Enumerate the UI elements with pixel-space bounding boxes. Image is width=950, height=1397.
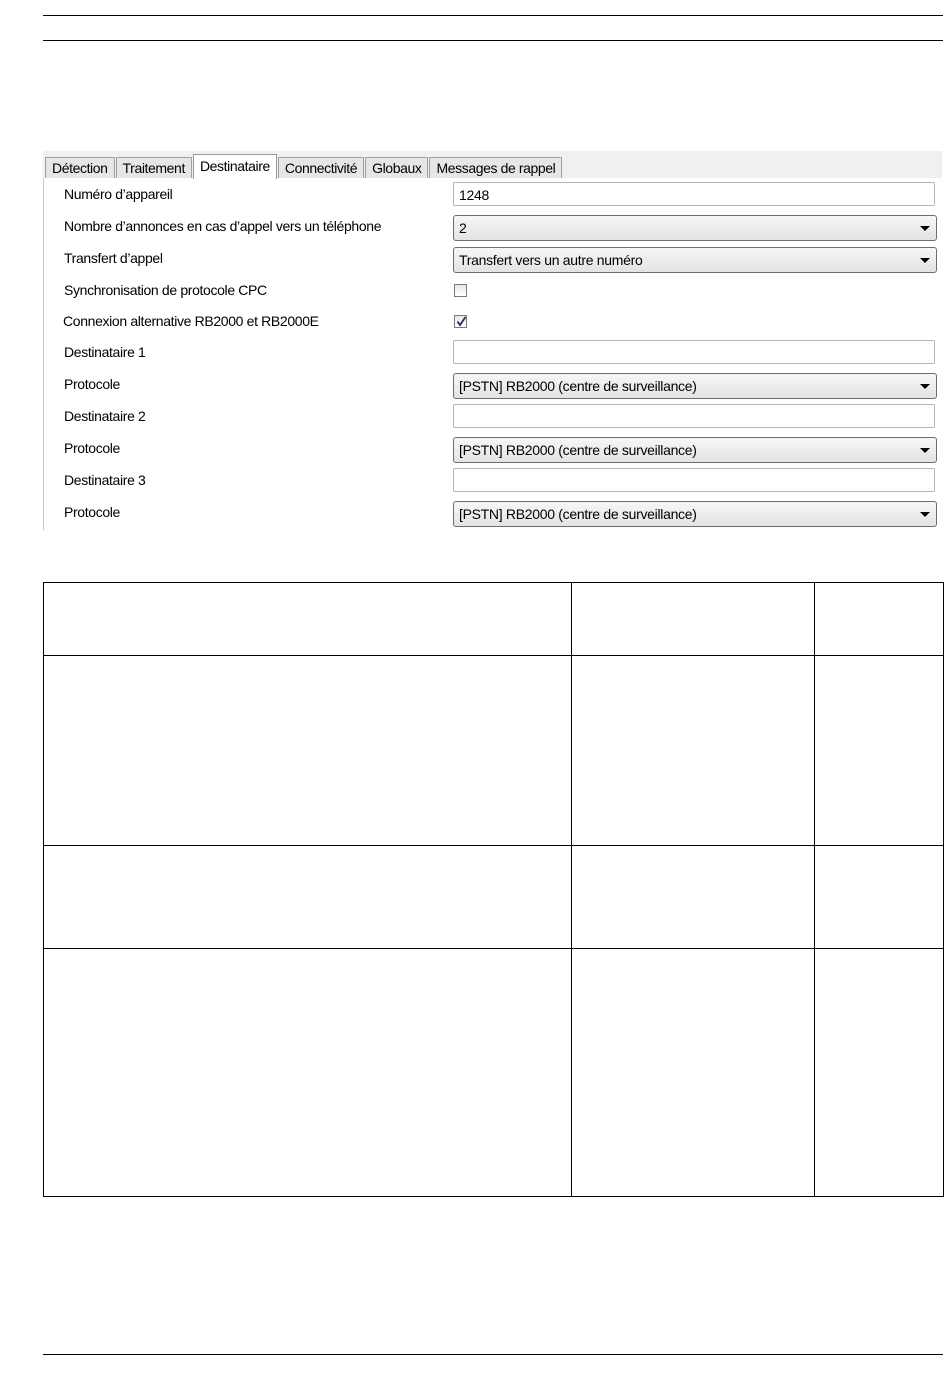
recipient-2-label: Destinataire 2 [64,408,146,424]
device-number-label: Numéro d’appareil [64,186,173,202]
tab-bar [43,151,942,178]
protocol-1-label: Protocole [64,376,120,392]
alt-connection-checkbox[interactable] [454,315,467,328]
tab-strip [45,155,563,178]
table-row-border [43,1196,944,1197]
device-number-input[interactable]: 1248 [453,182,935,206]
tab-detection[interactable]: Détection [45,157,115,178]
footer-rule [43,1354,943,1355]
table-row-border [43,582,944,583]
announcements-select[interactable] [453,215,937,241]
announcements-label: Nombre d’annonces en cas d’appel vers un téléphone [64,218,382,234]
protocol-3-label: Protocole [64,504,120,520]
table-row-border [43,948,944,949]
alt-connection-label: Connexion alternative RB2000 et RB2000E [63,313,319,329]
protocol-2-select[interactable] [453,437,937,463]
table-row-border [43,655,944,656]
recipient-1-label: Destinataire 1 [64,344,146,360]
table-column-border [571,582,572,1197]
dropdown-arrow-icon [920,226,930,231]
tab-messages-de-rappel[interactable]: Messages de rappel [429,157,562,178]
table-column-border [43,582,44,1197]
tab-connectivite[interactable]: Connectivité [278,157,364,178]
protocol-3-value: [PSTN] RB2000 (centre de surveillance) [459,506,697,522]
announcements-value: 2 [459,220,467,236]
dropdown-arrow-icon [920,384,930,389]
tab-globaux[interactable]: Globaux [365,157,428,178]
tab-destinataire[interactable]: Destinataire [193,154,277,179]
tab-traitement[interactable]: Traitement [116,157,192,178]
table-row-border [43,845,944,846]
recipient-3-label: Destinataire 3 [64,472,146,488]
document-table [43,582,944,1197]
dropdown-arrow-icon [920,258,930,263]
dropdown-arrow-icon [920,512,930,517]
recipient-1-input[interactable] [453,340,935,364]
dropdown-arrow-icon [920,448,930,453]
call-transfer-select[interactable] [453,247,937,273]
cpc-sync-checkbox[interactable] [454,284,467,297]
settings-dialog [43,151,942,530]
protocol-1-value: [PSTN] RB2000 (centre de surveillance) [459,378,697,394]
protocol-3-select[interactable] [453,501,937,527]
table-column-border [814,582,815,1197]
protocol-2-value: [PSTN] RB2000 (centre de surveillance) [459,442,697,458]
recipient-2-input[interactable] [453,404,935,428]
header-rule-bottom [43,40,943,41]
checkmark-icon [455,315,468,328]
protocol-1-select[interactable] [453,373,937,399]
protocol-2-label: Protocole [64,440,120,456]
header-rule-top [43,15,943,16]
recipient-3-input[interactable] [453,468,935,492]
call-transfer-label: Transfert d’appel [64,250,163,266]
call-transfer-value: Transfert vers un autre numéro [459,252,643,268]
table-column-border [943,582,944,1197]
destinataire-panel [43,178,941,530]
cpc-sync-label: Synchronisation de protocole CPC [64,282,267,298]
